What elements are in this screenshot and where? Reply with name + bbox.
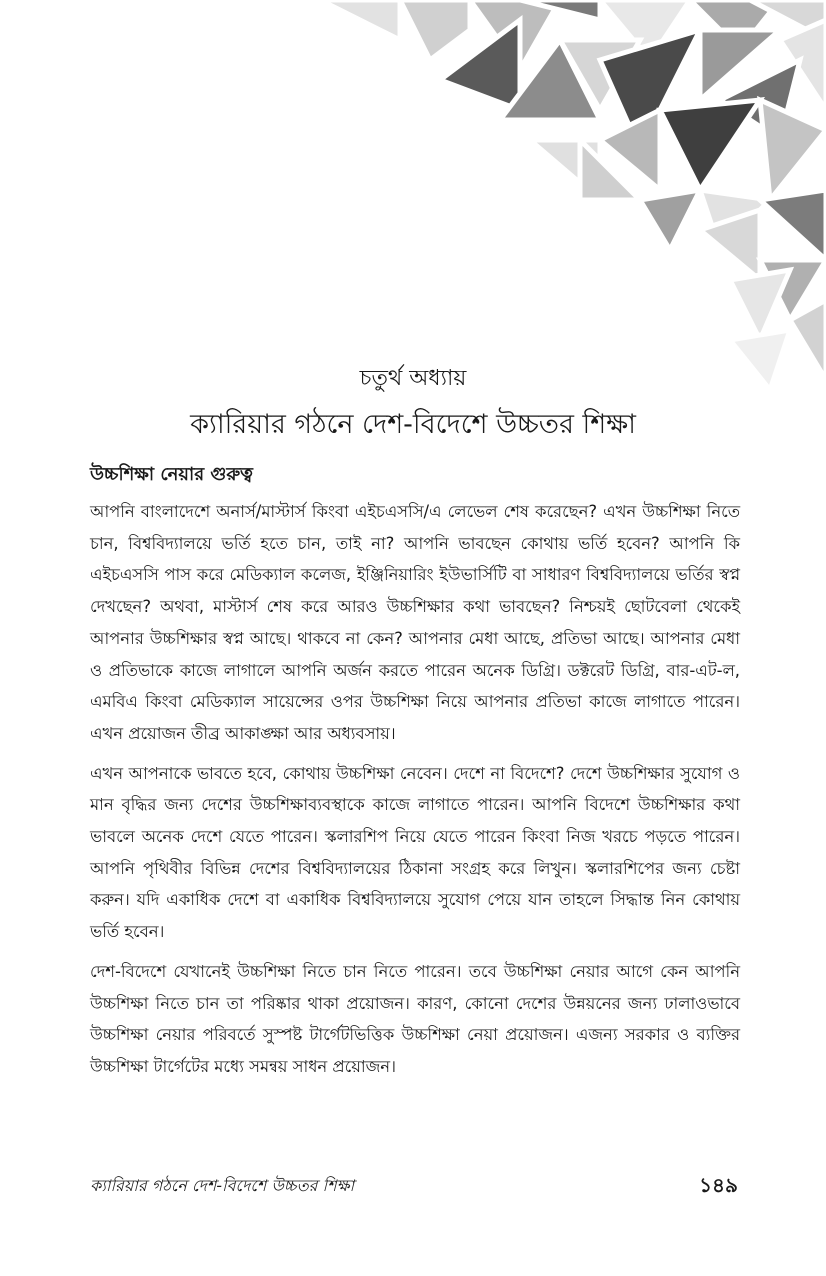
chapter-title: ক্যারিয়ার গঠনে দেশ-বিদেশে উচ্চতর শিক্ষা	[190, 409, 636, 440]
paragraph-2: এখন আপনাকে ভাবতে হবে, কোথায় উচ্চশিক্ষা নেবেন। দেশে না বিদেশে? দেশে উচ্চশিক্ষার সুযোগ ও মান বৃদ্ধির জন্য দেশের উচ্চশিক্ষাব্যবস্থাকে কাজে লাগাতে পারেন। আপনি বিদেশে উচ্চশিক্ষার কথা ভাবলে অনেক দেশে যেতে পারেন। স্কলারশিপ নিয়ে যেতে পারেন কিংবা নিজ খরচে পড়তে পারেন। আপনি পৃথিবীর বিভিন্ন দেশের বিশ্ববিদ্যালয়ের ঠিকানা সংগ্রহ করে লিখুন। স্কলারশিপের জন্য চেষ্টা করুন। যদি একাধিক দেশে বা একাধিক বিশ্ববিদ্যালয়ে সুযোগ পেয়ে যান তাহলে সিদ্ধান্ত নিন কোথায় ভর্তি হবেন।	[90, 763, 740, 942]
section-body	[90, 460, 740, 1091]
paragraph-1: আপনি বাংলাদেশে অনার্স/মাস্টার্স কিংবা এইচএসসি/এ লেভেল শেষ করেছেন? এখন উচ্চশিক্ষা নিতে চান, বিশ্ববিদ্যালয়ে ভর্তি হতে চান, তাই না? আপনি ভাবছেন কোথায় ভর্তি হবেন? আপনি কি এইচএসসি পাস করে মেডিক্যাল কলেজ, ইঞ্জিনিয়ারিং ইউভার্সিটি বা সাধারণ বিশ্ববিদ্যালয়ে ভর্তির স্বপ্ন দেখছেন? অথবা, মাস্টার্স শেষ করে আরও উচ্চশিক্ষার কথা ভাবছেন? নিশ্চয়ই ছোটবেলা থেকেই আপনার উচ্চশিক্ষার স্বপ্ন আছে। থাকবে না কেন? আপনার মেধা আছে, প্রতিভা আছে। আপনার মেধা ও প্রতিভাকে কাজে লাগালে আপনি অর্জন করতে পারেন অনেক ডিগ্রি। ডক্টরেট ডিগ্রি, বার-এট-ল, এমবিএ কিংবা মেডিক্যাল সায়েন্সের ওপর উচ্চশিক্ষা নিয়ে আপনার প্রতিভা কাজে লাগাতে পারেন। এখন প্রয়োজন তীব্র আকাঙ্ক্ষা আর অধ্যবসায়।	[90, 502, 740, 743]
section-heading: উচ্চশিক্ষা নেয়ার গুরুত্ব	[90, 464, 253, 485]
paragraph-3: দেশ-বিদেশে যেখানেই উচ্চশিক্ষা নিতে চান নিতে পারেন। তবে উচ্চশিক্ষা নেয়ার আগে কেন আপনি উচ্চশিক্ষা নিতে চান তা পরিষ্কার থাকা প্রয়োজন। কারণ, কোনো দেশের উন্নয়নের জন্য ঢালাওভাবে উচ্চশিক্ষা নেয়ার পরিবর্তে সুস্পষ্ট টার্গেটভিত্তিক উচ্চশিক্ষা নেয়া প্রয়োজন। এজন্য সরকার ও ব্যক্তির উচ্চশিক্ষা টার্গেটের মধ্যে সমন্বয় সাধন প্রয়োজন।	[90, 961, 740, 1076]
page-number: ১৪৯	[699, 1173, 738, 1197]
chapter-number: চতুর্থ অধ্যায়	[359, 366, 467, 391]
decorative-triangle-pattern	[0, 0, 826, 400]
running-footer-title: ক্যারিয়ার গঠনে দেশ-বিদেশে উচ্চতর শিক্ষা	[90, 1176, 355, 1195]
